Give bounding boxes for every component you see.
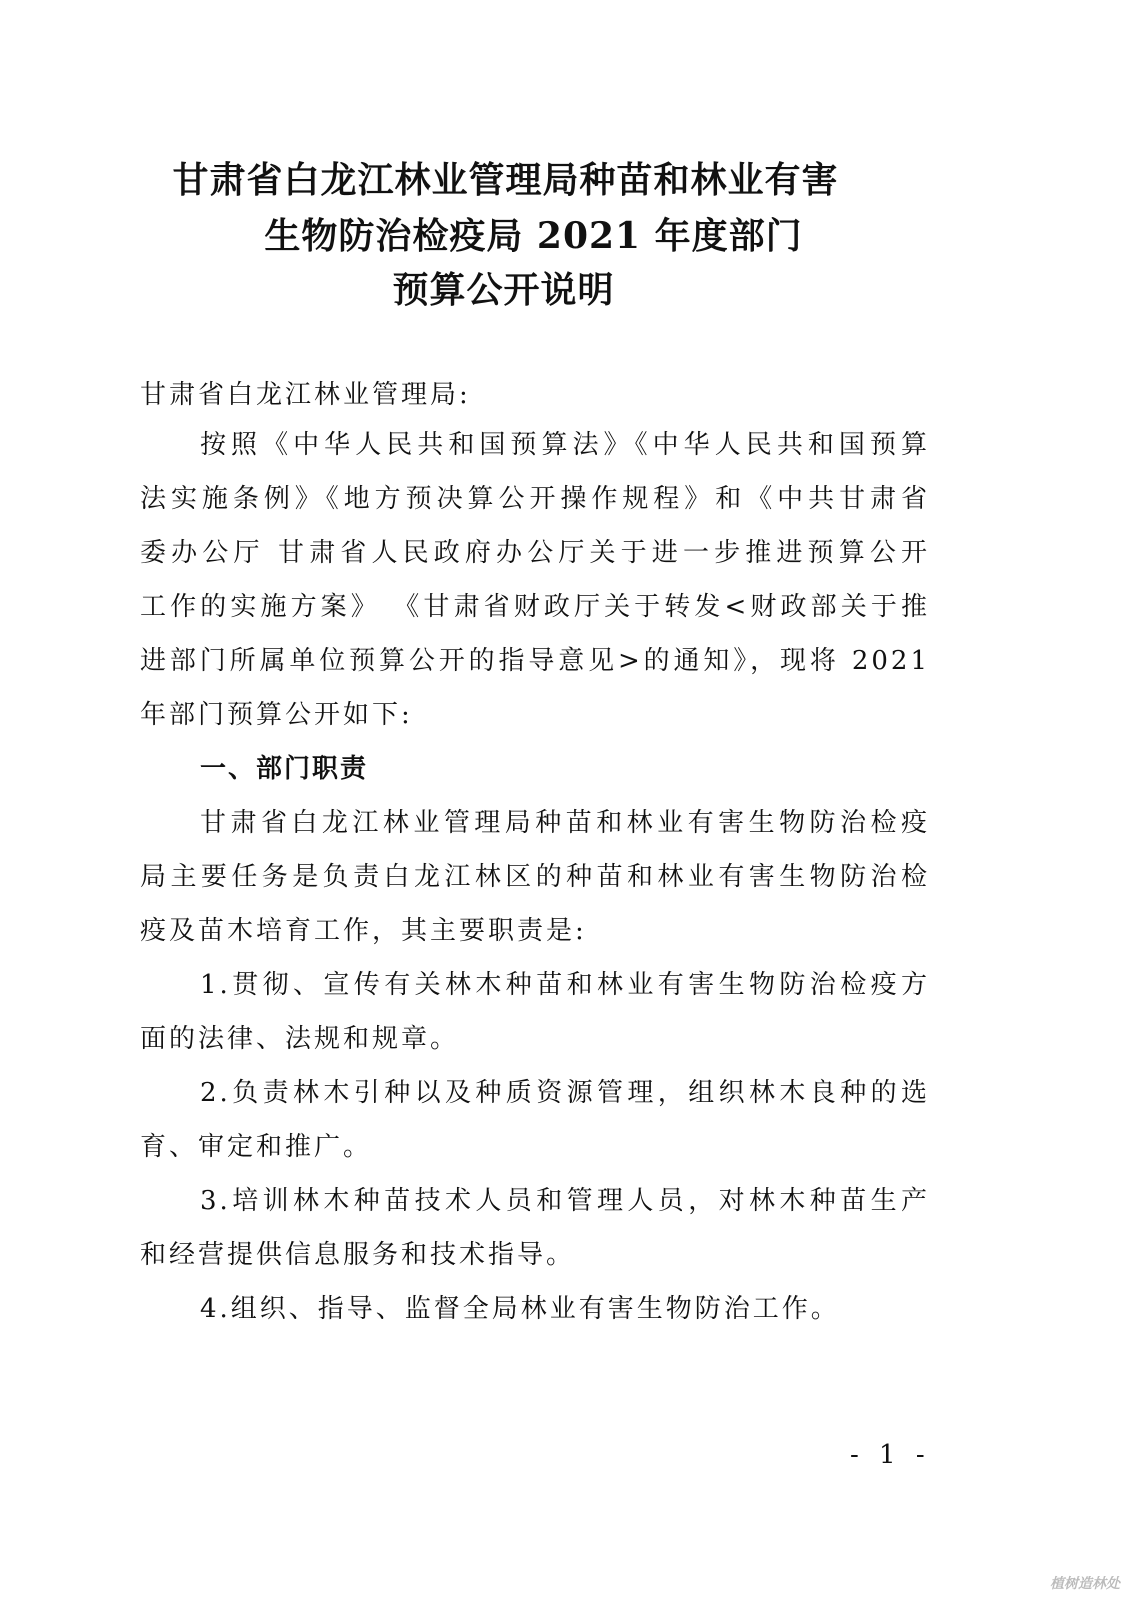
- document-title-line-1: 甘肃省白龙江林业管理局种苗和林业有害: [172, 159, 839, 201]
- watermark: 植树造林处: [1050, 1576, 1120, 1592]
- section-body-line: 甘肃省白龙江林业管理局种苗和林业有害生物防治检疫: [200, 808, 930, 838]
- duty-item-line: 3.培训林木种苗技术人员和管理人员，对林木种苗生产: [200, 1186, 930, 1216]
- document-title-line-2: 生物防治检疫局 2021 年度部门: [264, 215, 803, 257]
- addressee: 甘肃省白龙江林业管理局:: [140, 380, 471, 410]
- duty-item-line: 面的法律、法规和规章。: [140, 1024, 460, 1054]
- intro-line: 年部门预算公开如下:: [140, 700, 413, 730]
- intro-line: 法实施条例》《地方预决算公开操作规程》和《中共甘肃省: [140, 484, 930, 514]
- section-heading: 一、部门职责: [200, 754, 369, 784]
- duty-item-line: 1.贯彻、宣传有关林木种苗和林业有害生物防治检疫方: [200, 970, 930, 1000]
- section-body-line: 局主要任务是负责白龙江林区的种苗和林业有害生物防治检: [140, 862, 930, 892]
- intro-line: 按照《中华人民共和国预算法》《中华人民共和国预算: [200, 430, 930, 460]
- duty-item-line: 4.组织、指导、监督全局林业有害生物防治工作。: [200, 1294, 840, 1324]
- intro-line: 工作的实施方案》 《甘肃省财政厅关于转发<财政部关于推: [140, 592, 930, 622]
- duty-item-line: 2.负责林木引种以及种质资源管理，组织林木良种的选: [200, 1078, 930, 1108]
- intro-line: 进部门所属单位预算公开的指导意见>的通知》，现将 2021: [140, 646, 930, 676]
- section-body-line: 疫及苗木培育工作，其主要职责是:: [140, 916, 587, 946]
- duty-item-line: 和经营提供信息服务和技术指导。: [140, 1240, 576, 1270]
- document-title-line-3: 预算公开说明: [392, 269, 615, 311]
- intro-line: 委办公厅 甘肃省人民政府办公厅关于进一步推进预算公开: [140, 538, 930, 568]
- duty-item-line: 育、审定和推广。: [140, 1132, 373, 1162]
- page-number: - 1 -: [850, 1440, 931, 1470]
